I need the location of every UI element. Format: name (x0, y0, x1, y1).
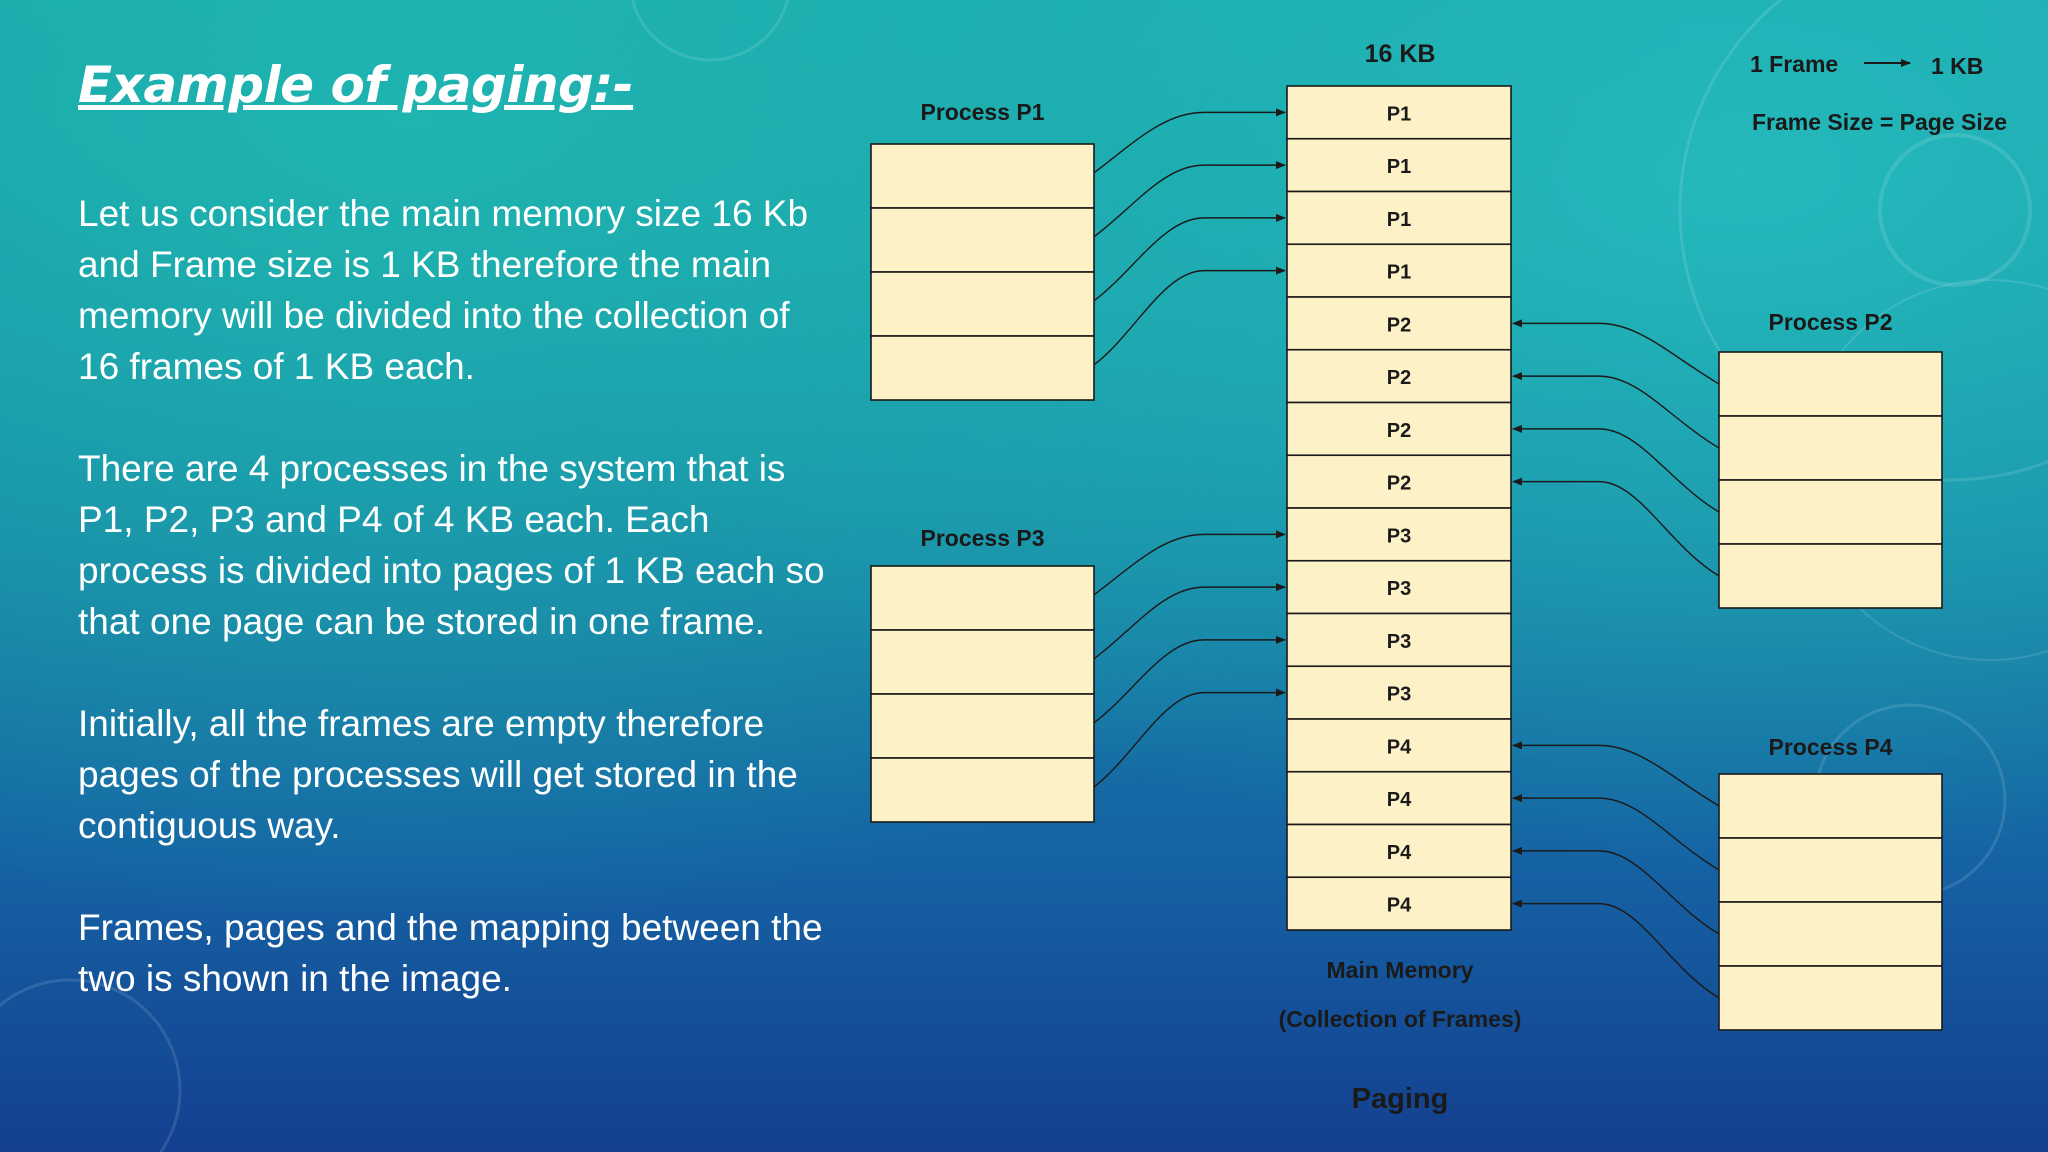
mapping-arrow (1094, 165, 1285, 237)
mapping-arrow (1094, 587, 1285, 659)
mapping-arrow (1094, 534, 1285, 594)
legend (1750, 51, 2007, 135)
page-p3 (871, 566, 1094, 630)
body-paragraph-contiguous: Initially, all the frames are empty therefore pages of the processes will get stored in the contiguous way. (78, 703, 798, 846)
frame-label: P1 (1386, 261, 1412, 284)
diagram-caption: Paging (1351, 1083, 1449, 1115)
frame-label: P4 (1386, 894, 1412, 917)
page-p1 (871, 272, 1094, 336)
process-label-p1: Process P1 (920, 99, 1045, 125)
frame-label: P2 (1386, 419, 1412, 442)
frame-label: P4 (1386, 841, 1412, 864)
frame-label: P2 (1386, 367, 1412, 390)
legend-frame-label: 1 Frame (1750, 51, 1839, 77)
page-p2 (1719, 352, 1942, 416)
frame-label: P4 (1386, 736, 1412, 759)
page-p4 (1719, 838, 1942, 902)
mapping-arrow (1513, 851, 1719, 934)
body-paragraph-processes: There are 4 processes in the system that is P1, P2, P3 and P4 of 4 KB each. Each process is divided into pages of 1 KB each so that one page can be stored in one frame. (78, 448, 825, 642)
mapping-arrow (1094, 112, 1285, 172)
frame-label: P3 (1386, 630, 1412, 653)
frame-label: P3 (1386, 683, 1412, 706)
memory-size-label: 16 KB (1364, 40, 1436, 68)
mapping-arrow (1094, 271, 1285, 365)
page-p3 (871, 694, 1094, 758)
mapping-arrow (1513, 429, 1719, 512)
mapping-arrow (1513, 376, 1719, 448)
page-p3 (871, 630, 1094, 694)
body-paragraph-memory: Let us consider the main memory size 16 Kb and Frame size is 1 KB therefore the main memory will be divided into the collection of 16 frames of 1 KB each. (78, 193, 809, 387)
mapping-arrow (1513, 798, 1719, 870)
body-paragraph-mapping: Frames, pages and the mapping between the two is shown in the image. (78, 907, 823, 999)
frame-label: P1 (1386, 208, 1412, 231)
frame-label: P4 (1386, 789, 1412, 812)
frame-label: P3 (1386, 578, 1412, 601)
frame-label: P1 (1386, 156, 1412, 179)
page-p1 (871, 208, 1094, 272)
memory-caption-line2: (Collection of Frames) (1278, 1006, 1522, 1032)
page-p2 (1719, 480, 1942, 544)
page-p2 (1719, 416, 1942, 480)
page-p4 (1719, 966, 1942, 1030)
frame-label: P1 (1386, 103, 1412, 126)
process-label-p4: Process P4 (1768, 734, 1893, 760)
mapping-arrow (1513, 323, 1719, 384)
mapping-arrow (1094, 693, 1285, 787)
page-p1 (871, 144, 1094, 208)
process-label-p2: Process P2 (1768, 309, 1893, 335)
main-memory-frames (1287, 86, 1511, 930)
page-p4 (1719, 902, 1942, 966)
mapping-arrow (1094, 218, 1285, 301)
page-p1 (871, 336, 1094, 400)
mapping-arrow (1094, 640, 1285, 723)
legend-frame-value: 1 KB (1931, 53, 1984, 79)
mapping-arrow (1513, 904, 1719, 998)
page-p4 (1719, 774, 1942, 838)
process-label-p3: Process P3 (920, 525, 1045, 551)
frame-label: P3 (1386, 525, 1412, 548)
mapping-arrow (1513, 745, 1719, 806)
page-p2 (1719, 544, 1942, 608)
mapping-arrow (1513, 482, 1719, 576)
page-p3 (871, 758, 1094, 822)
frame-label: P2 (1386, 314, 1412, 337)
memory-caption-line1: Main Memory (1326, 957, 1474, 983)
legend-equation: Frame Size = Page Size (1752, 109, 2008, 135)
slide-title: Example of paging:- (78, 56, 634, 114)
frame-label: P2 (1386, 472, 1412, 495)
